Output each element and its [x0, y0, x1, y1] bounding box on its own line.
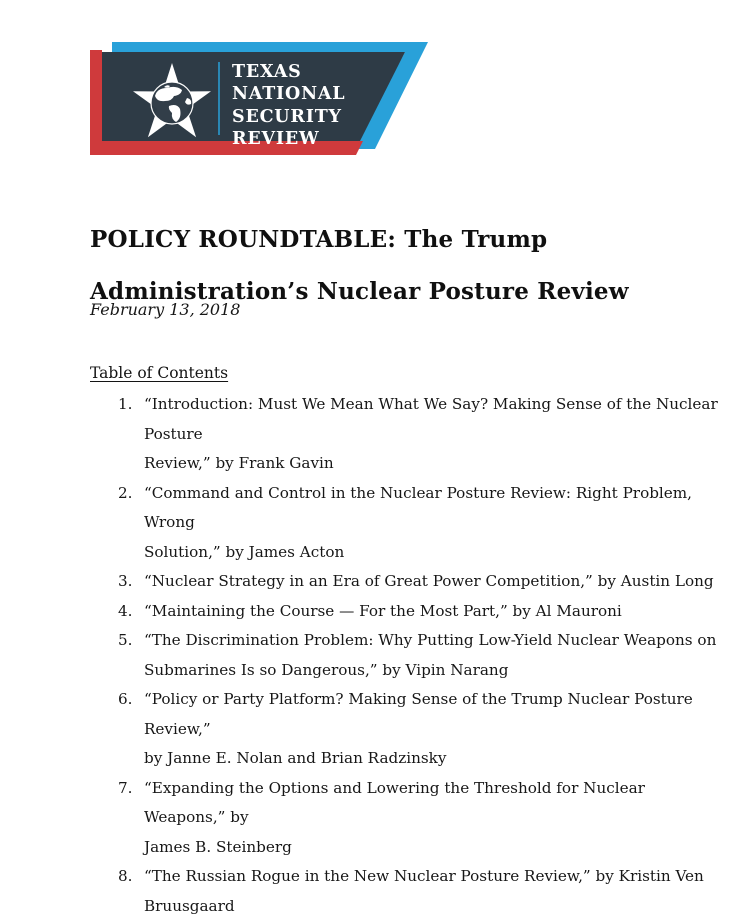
toc-item-text: Review,” by Frank Gavin [144, 449, 720, 479]
toc-item [90, 567, 720, 597]
toc-item-number: 2. [118, 479, 133, 509]
wordmark-line: TEXAS [232, 61, 345, 83]
toc-item [90, 479, 720, 568]
page-title-line-2: Administration’s Nuclear Posture Review [90, 266, 690, 318]
wordmark-line: NATIONAL [232, 83, 345, 105]
toc-item-text: Solution,” by James Acton [144, 538, 720, 568]
toc-item-text: “Maintaining the Course — For the Most Part,” by Al Mauroni [144, 597, 720, 627]
toc-list [90, 390, 720, 921]
wordmark-line: SECURITY [232, 106, 345, 128]
toc-item-text: James B. Steinberg [144, 833, 720, 863]
toc-item-text: “The Russian Rogue in the New Nuclear Posture Review,” by Kristin Ven [144, 862, 720, 892]
wordmark-line: REVIEW [232, 128, 345, 150]
toc-item [90, 390, 720, 479]
toc-item-number: 8. [118, 862, 133, 892]
page-title-line-1: POLICY ROUNDTABLE: The Trump [90, 214, 690, 266]
toc-item-number: 4. [118, 597, 133, 627]
toc-item-text: “The Discrimination Problem: Why Putting Low-Yield Nuclear Weapons on [144, 626, 720, 656]
toc-item-text: “Nuclear Strategy in an Era of Great Power Competition,” by Austin Long [144, 567, 720, 597]
table-of-contents [90, 364, 720, 921]
toc-item [90, 626, 720, 685]
toc-item-text: Submarines Is so Dangerous,” by Vipin Narang [144, 656, 720, 686]
toc-item [90, 685, 720, 774]
toc-item [90, 597, 720, 627]
toc-item-text: by Janne E. Nolan and Brian Radzinsky [144, 744, 720, 774]
toc-item-number: 1. [118, 390, 133, 420]
toc-item-text: “Policy or Party Platform? Making Sense of the Trump Nuclear Posture Review,” [144, 685, 720, 744]
toc-item-text: “Expanding the Options and Lowering the Threshold for Nuclear Weapons,” by [144, 774, 720, 833]
logo-wordmark [232, 61, 345, 151]
toc-heading: Table of Contents [90, 364, 720, 382]
toc-item-text: Bruusgaard [144, 892, 720, 921]
toc-item-text: “Command and Control in the Nuclear Posture Review: Right Problem, Wrong [144, 479, 720, 538]
toc-item [90, 862, 720, 921]
toc-item-number: 5. [118, 626, 133, 656]
tnsr-logo [88, 42, 428, 155]
toc-item-number: 6. [118, 685, 133, 715]
toc-item-number: 7. [118, 774, 133, 804]
toc-item [90, 774, 720, 863]
toc-item-text: “Introduction: Must We Mean What We Say? Making Sense of the Nuclear Posture [144, 390, 720, 449]
publication-date: February 13, 2018 [90, 300, 240, 319]
toc-item-number: 3. [118, 567, 133, 597]
